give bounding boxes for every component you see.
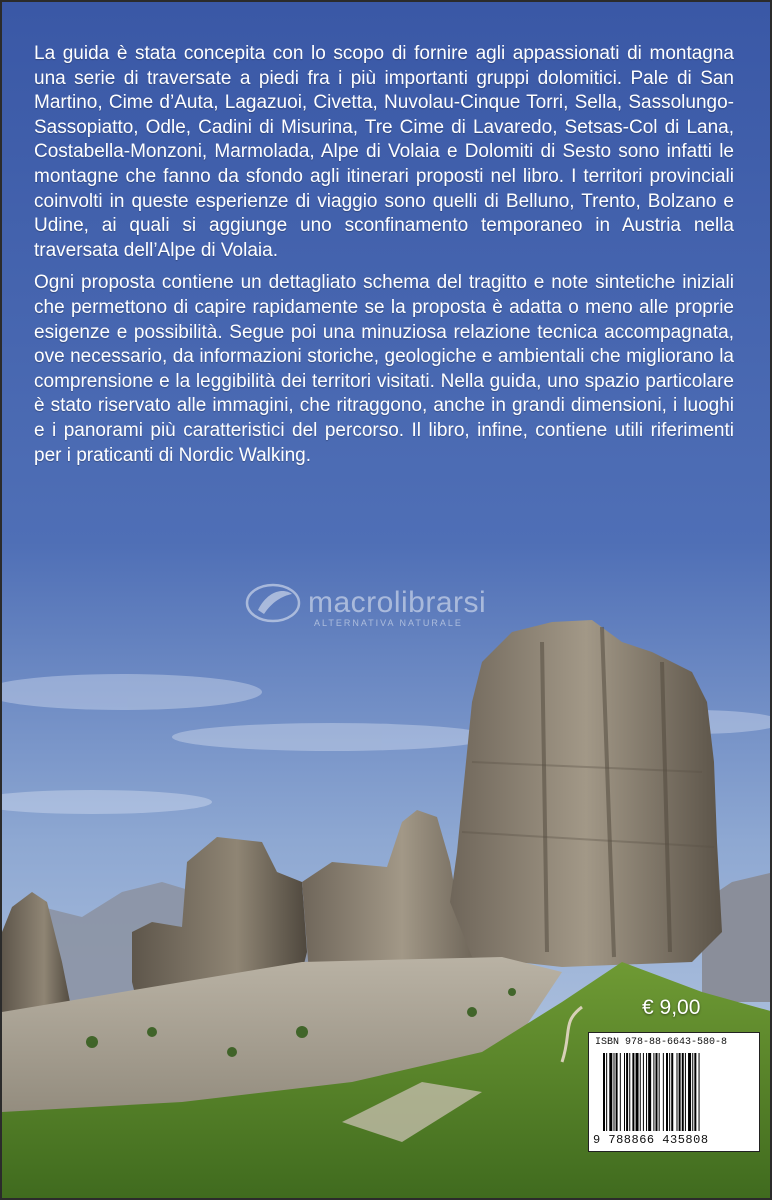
barcode-bar: [648, 1053, 651, 1131]
barcode-bar: [616, 1053, 618, 1131]
barcode-bar: [609, 1053, 612, 1131]
leaf-swirl-icon: [244, 580, 302, 626]
barcode-bar: [636, 1053, 639, 1131]
barcode-bar: [682, 1053, 684, 1131]
barcode-bar: [659, 1053, 660, 1131]
barcode-bar: [663, 1053, 664, 1131]
isbn-text: ISBN 978-88-6643-580-8: [595, 1037, 728, 1048]
barcode-bar: [692, 1053, 693, 1131]
barcode-bar: [626, 1053, 628, 1131]
barcode-bar: [653, 1053, 654, 1131]
barcode-bar: [646, 1053, 647, 1131]
barcode-bar: [640, 1053, 641, 1131]
barcode-box: [588, 1032, 760, 1152]
barcode-number: 9 788866 435808: [593, 1133, 709, 1147]
barcode-bar: [666, 1053, 668, 1131]
barcode-bar: [656, 1053, 658, 1131]
barcode-bar: [671, 1053, 673, 1131]
barcode-bar: [643, 1053, 644, 1131]
barcode-bar: [669, 1053, 670, 1131]
back-cover-blurb: [34, 42, 734, 476]
barcode-bar: [603, 1053, 605, 1131]
barcode-bar: [688, 1053, 691, 1131]
barcode-bar: [694, 1053, 696, 1131]
barcode-bar: [699, 1053, 700, 1131]
watermark-text: macrolibrarsi: [308, 586, 487, 619]
price-label: € 9,00: [642, 996, 701, 1019]
publisher-watermark: [244, 580, 486, 626]
blurb-paragraph-2: Ogni proposta contiene un dettagliato schema del tragitto e note sintetiche iniziali che permettono di capire rapidamente se la proposta è adatta o meno alle proprie esigenze e possibilità. Segue poi una minuziosa relazione tecnica accompagnata, ove necessario, da informazioni storiche, geologiche e ambientali che migliorano la comprensione e la leggibilità dei territori visitati. Nella guida, uno spazio particolare è stato riservato alle immagini, che ritraggono, anche in grandi dimensioni, i luoghi e i panorami più caratteristici del percorso. Il libro, infine, contiene utili riferimenti per i praticanti di Nordic Walking.: [34, 272, 734, 466]
barcode-bar: [632, 1053, 634, 1131]
watermark-tagline: ALTERNATIVA NATURALE: [314, 618, 463, 628]
barcode-bar: [685, 1053, 686, 1131]
barcode-bar: [629, 1053, 630, 1131]
barcode-bar: [624, 1053, 625, 1131]
barcode-bars: [603, 1053, 745, 1131]
barcode-bar: [614, 1053, 615, 1131]
blurb-paragraph-1: La guida è stata concepita con lo scopo di fornire agli appassionati di montagna una serie di traversate a piedi fra i più importanti gruppi dolomitici. Pale di San Martino, Cime d’Auta, Lagazuoi, Civetta, Nuvolau-Cinque Torri, Sella, Sassolungo-Sassopiatto, Odle, Cadini di Misurina, Tre Cime di Lavaredo, Setsas-Col di Lana, Costabella-Monzoni, Marmolada, Alpe di Volaia e Dolomiti di Sesto sono infatti le montagne che fanno da sfondo agli itinerari proposti nel libro. I territori provinciali coinvolti in queste esperienze di viaggio sono quelli di Belluno, Trento, Bolzano e Udine, ai quali si aggiunge uno sconfinamento temporaneo in Austria nella traversata dell’Alpe di Volaia.: [34, 43, 734, 261]
barcode-bar: [620, 1053, 621, 1131]
barcode-bar: [606, 1053, 607, 1131]
barcode-bar: [677, 1053, 678, 1131]
main-tower: [450, 620, 722, 967]
barcode-bar: [679, 1053, 681, 1131]
